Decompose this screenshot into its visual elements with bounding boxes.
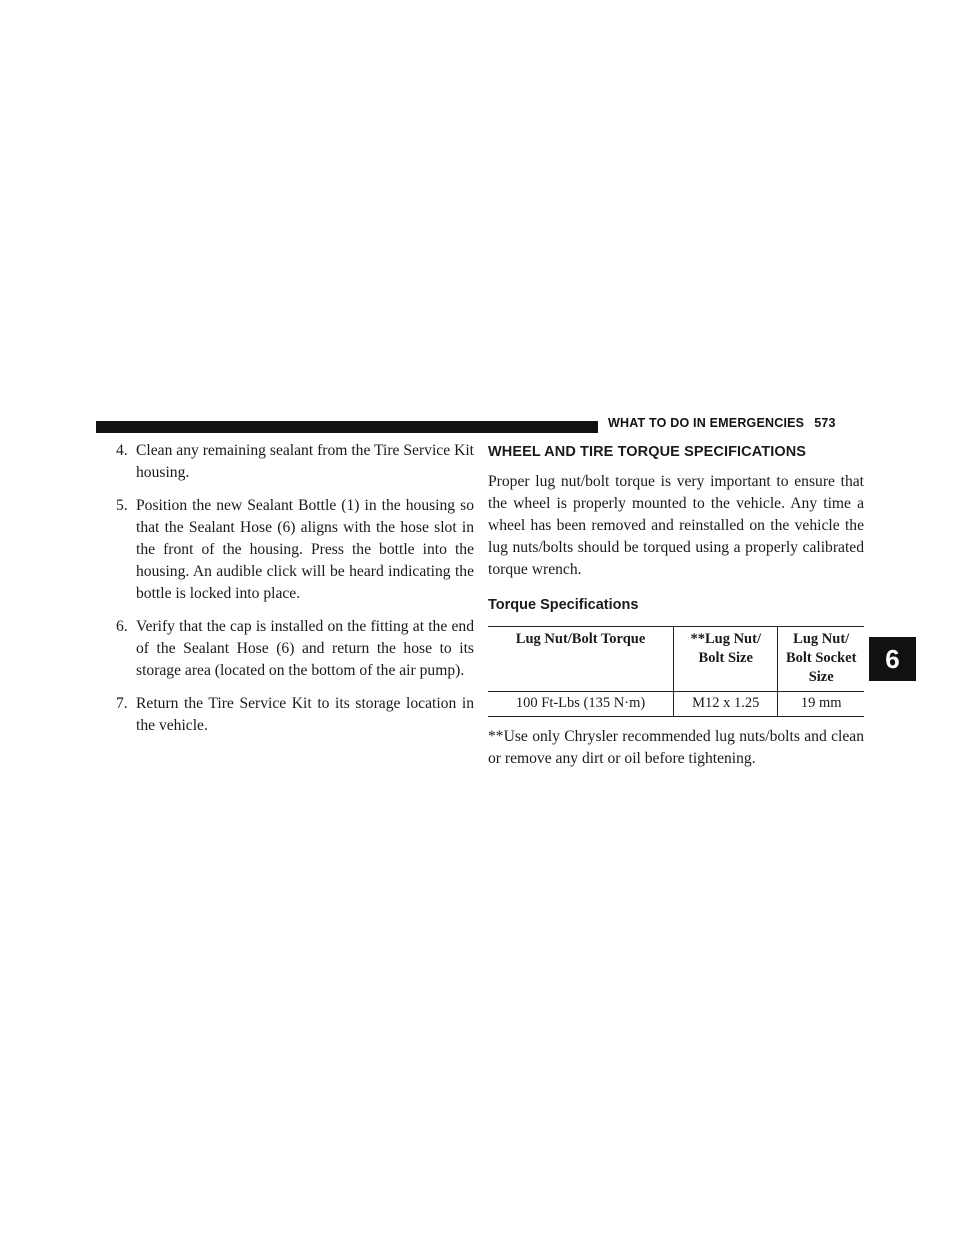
step-text: Clean any remaining sealant from the Tire Service Kit housing. [136,442,474,481]
table-header-row [488,627,864,692]
page-number: 573 [814,416,836,430]
cell-torque: 100 Ft-Lbs (135 N·m) [488,692,674,717]
footnote: **Use only Chrysler recommended lug nuts/bolts and clean or remove any dirt or oil before tightening. [488,728,864,767]
step-number: 7. [116,695,128,712]
section-name: WHAT TO DO IN EMERGENCIES [608,416,805,430]
instruction-steps [116,440,474,748]
cell-socket-size: 19 mm [778,692,864,717]
step-number: 6. [116,618,128,635]
torque-table [488,626,864,717]
header-socket-size: Lug Nut/ Bolt Socket Size [778,627,864,692]
step-text: Position the new Sealant Bottle (1) in the housing so that the Sealant Hose (6) aligns with the hose slot in the front of the housing. Press the bottle into the housing. An audible click will be heard indicating the bottle is locked into place. [136,497,474,602]
step-item [116,495,474,605]
chapter-tab: 6 [869,637,916,681]
step-number: 4. [116,442,128,459]
section-title: WHEEL AND TIRE TORQUE SPECIFICATIONS [488,444,807,460]
cell-bolt-size: M12 x 1.25 [674,692,778,717]
step-item [116,616,474,682]
header-rule [96,421,598,433]
header-bolt-size: **Lug Nut/ Bolt Size [674,627,778,692]
table-row [488,692,864,717]
intro-paragraph: Proper lug nut/bolt torque is very important to ensure that the wheel is properly mounted to the vehicle. Any time a wheel has been removed and reinstalled on the vehicle the lug nuts/bolts should be torqued using a properly calibrated torque wrench. [488,473,864,578]
step-text: Verify that the cap is installed on the fitting at the end of the Sealant Hose (6) and return the hose to its storage area (located on the bottom of the air pump). [136,618,474,679]
torque-section [488,440,864,770]
step-item [116,693,474,737]
step-text: Return the Tire Service Kit to its storage location in the vehicle. [136,695,474,734]
header-torque: Lug Nut/Bolt Torque [488,627,674,692]
step-item [116,440,474,484]
running-header [608,416,868,430]
step-number: 5. [116,497,128,514]
subsection-title: Torque Specifications [488,597,639,613]
